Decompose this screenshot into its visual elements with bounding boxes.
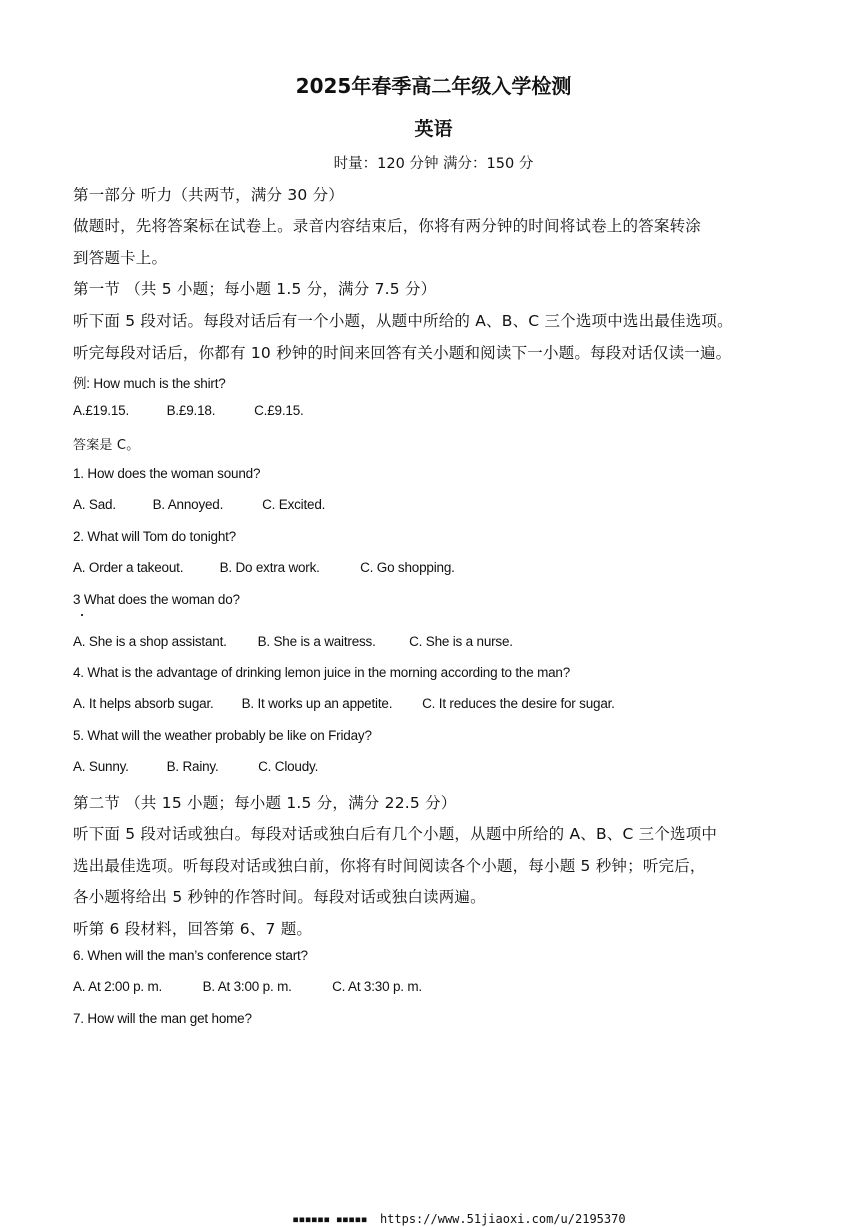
option-a: A. Sunny. <box>73 759 129 774</box>
example-options <box>73 403 304 418</box>
question-3: 3 What does the woman do? <box>73 592 240 607</box>
section1-instr-line1: 听下面 5 段对话。每段对话后有一个小题，从题中所给的 A、B、C 三个选项中选出最佳选项。 <box>73 312 733 330</box>
option-c: C. Go shopping. <box>360 560 455 575</box>
option-c: C. It reduces the desire for sugar. <box>422 696 615 711</box>
option-c: C. She is a nurse. <box>409 634 513 649</box>
material-6-heading: 听第 6 段材料，回答第 6、7 题。 <box>73 920 313 938</box>
question-1: 1. How does the woman sound? <box>73 466 261 481</box>
option-b: B. She is a waitress. <box>257 634 376 649</box>
question-3-options <box>73 634 513 649</box>
question-5: 5. What will the weather probably be like on Friday? <box>73 728 372 743</box>
part1-heading: 第一部分 听力（共两节，满分 30 分） <box>73 186 345 204</box>
option-b: B. It works up an appetite. <box>241 696 393 711</box>
option-b: B. At 3:00 p. m. <box>202 979 292 994</box>
option-b: B. Rainy. <box>166 759 219 774</box>
page-footer <box>292 1212 626 1226</box>
option-c: C. At 3:30 p. m. <box>332 979 422 994</box>
section2-heading: 第二节 （共 15 小题；每小题 1.5 分，满分 22.5 分） <box>73 794 457 812</box>
section1-heading: 第一节 （共 5 小题；每小题 1.5 分，满分 7.5 分） <box>73 280 437 298</box>
footer-mark: ▪▪▪▪▪▪ ▪▪▪▪▪ <box>292 1212 367 1226</box>
exam-meta: 时量：120 分钟 满分：150 分 <box>333 156 534 172</box>
question-7: 7. How will the man get home? <box>73 1011 252 1026</box>
section2-instr-line2: 选出最佳选项。听每段对话或独白前，你将有时间阅读各个小题，每小题 5 秒钟；听完后， <box>73 857 706 875</box>
example-answer: 答案是 C。 <box>73 438 140 453</box>
question-2-options <box>73 560 455 575</box>
option-c: C. Cloudy. <box>258 759 319 774</box>
option-b: B. Annoyed. <box>152 497 224 512</box>
option-b: B.£9.18. <box>166 403 216 418</box>
option-a: A. It helps absorb sugar. <box>73 696 214 711</box>
part1-intro-line1: 做题时，先将答案标在试卷上。录音内容结束后，你将有两分钟的时间将试卷上的答案转涂 <box>73 217 702 235</box>
subject-title: 英语 <box>414 118 453 140</box>
option-a: A. Sad. <box>73 497 116 512</box>
option-b: B. Do extra work. <box>219 560 320 575</box>
stray-dot <box>81 614 83 616</box>
question-2: 2. What will Tom do tonight? <box>73 529 236 544</box>
example-question: 例: How much is the shirt? <box>73 376 226 391</box>
option-a: A. She is a shop assistant. <box>73 634 227 649</box>
question-6-options <box>73 979 422 994</box>
option-c: C.£9.15. <box>254 403 304 418</box>
question-5-options <box>73 759 318 774</box>
question-6: 6. When will the man’s conference start? <box>73 948 308 963</box>
option-a: A.£19.15. <box>73 403 129 418</box>
option-c: C. Excited. <box>262 497 326 512</box>
question-4-options <box>73 696 615 711</box>
exam-title: 2025年春季高二年级入学检测 <box>295 74 572 98</box>
option-a: A. At 2:00 p. m. <box>73 979 163 994</box>
section1-instr-line2: 听完每段对话后，你都有 10 秒钟的时间来回答有关小题和阅读下一小题。每段对话仅读一遍。 <box>73 344 732 362</box>
question-4: 4. What is the advantage of drinking lemon juice in the morning according to the man? <box>73 665 571 680</box>
part1-intro-line2: 到答题卡上。 <box>73 249 168 267</box>
question-1-options <box>73 497 325 512</box>
section2-instr-line3: 各小题将给出 5 秒钟的作答时间。每段对话或独白读两遍。 <box>73 888 486 906</box>
section2-instr-line1: 听下面 5 段对话或独白。每段对话或独白后有几个小题，从题中所给的 A、B、C 三个选项中 <box>73 825 718 843</box>
footer-link[interactable]: https://www.51jiaoxi.com/u/2195370 <box>379 1212 626 1226</box>
option-a: A. Order a takeout. <box>73 560 184 575</box>
